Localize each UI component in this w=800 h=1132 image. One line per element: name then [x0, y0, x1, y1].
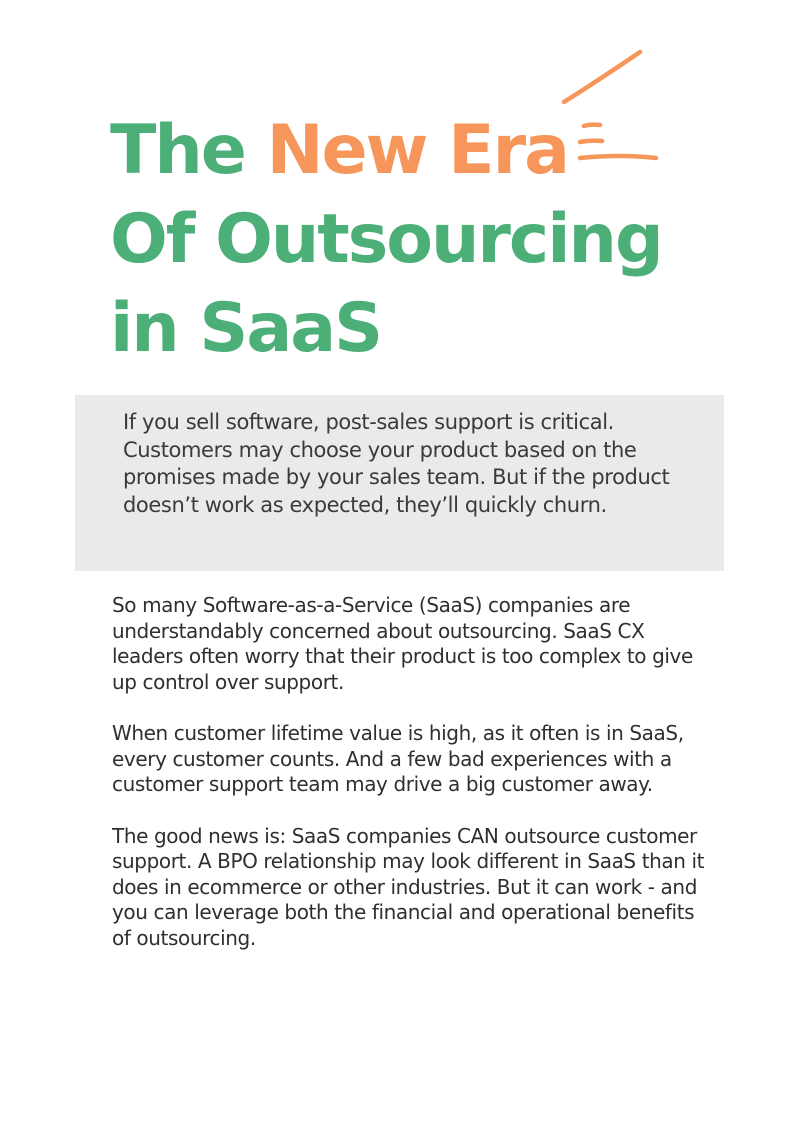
- body-text: [112, 593, 712, 977]
- title-accent: New Era: [266, 111, 568, 190]
- callout-box: [75, 395, 724, 571]
- body-paragraph-3: The good news is: SaaS companies CAN outsource customer support. A BPO relationship may look different in SaaS than it does in ecommerce or other industries. But it can work - and you can leverage both the financial and operational benefits of outsourcing.: [112, 823, 705, 950]
- title-line-1-start: The: [110, 111, 267, 190]
- callout-text: If you sell software, post-sales support is critical. Customers may choose your product based on the promises made by your sales team. But if the product doesn’t work as expected, they’ll quickly churn.: [123, 410, 670, 517]
- body-paragraph-1: So many Software-as-a-Service (SaaS) companies are understandably concerned about outsourcing. SaaS CX leaders often worry that their product is too complex to give up control over support.: [112, 593, 693, 694]
- title-line-3: in SaaS: [110, 289, 382, 368]
- body-paragraph-2: When customer lifetime value is high, as it often is in SaaS, every customer counts. And a few bad experiences with a customer support team may drive a big customer away.: [112, 721, 684, 796]
- orange-scribble-strokes-icon: [550, 40, 660, 170]
- title-line-2: Of Outsourcing: [110, 200, 662, 279]
